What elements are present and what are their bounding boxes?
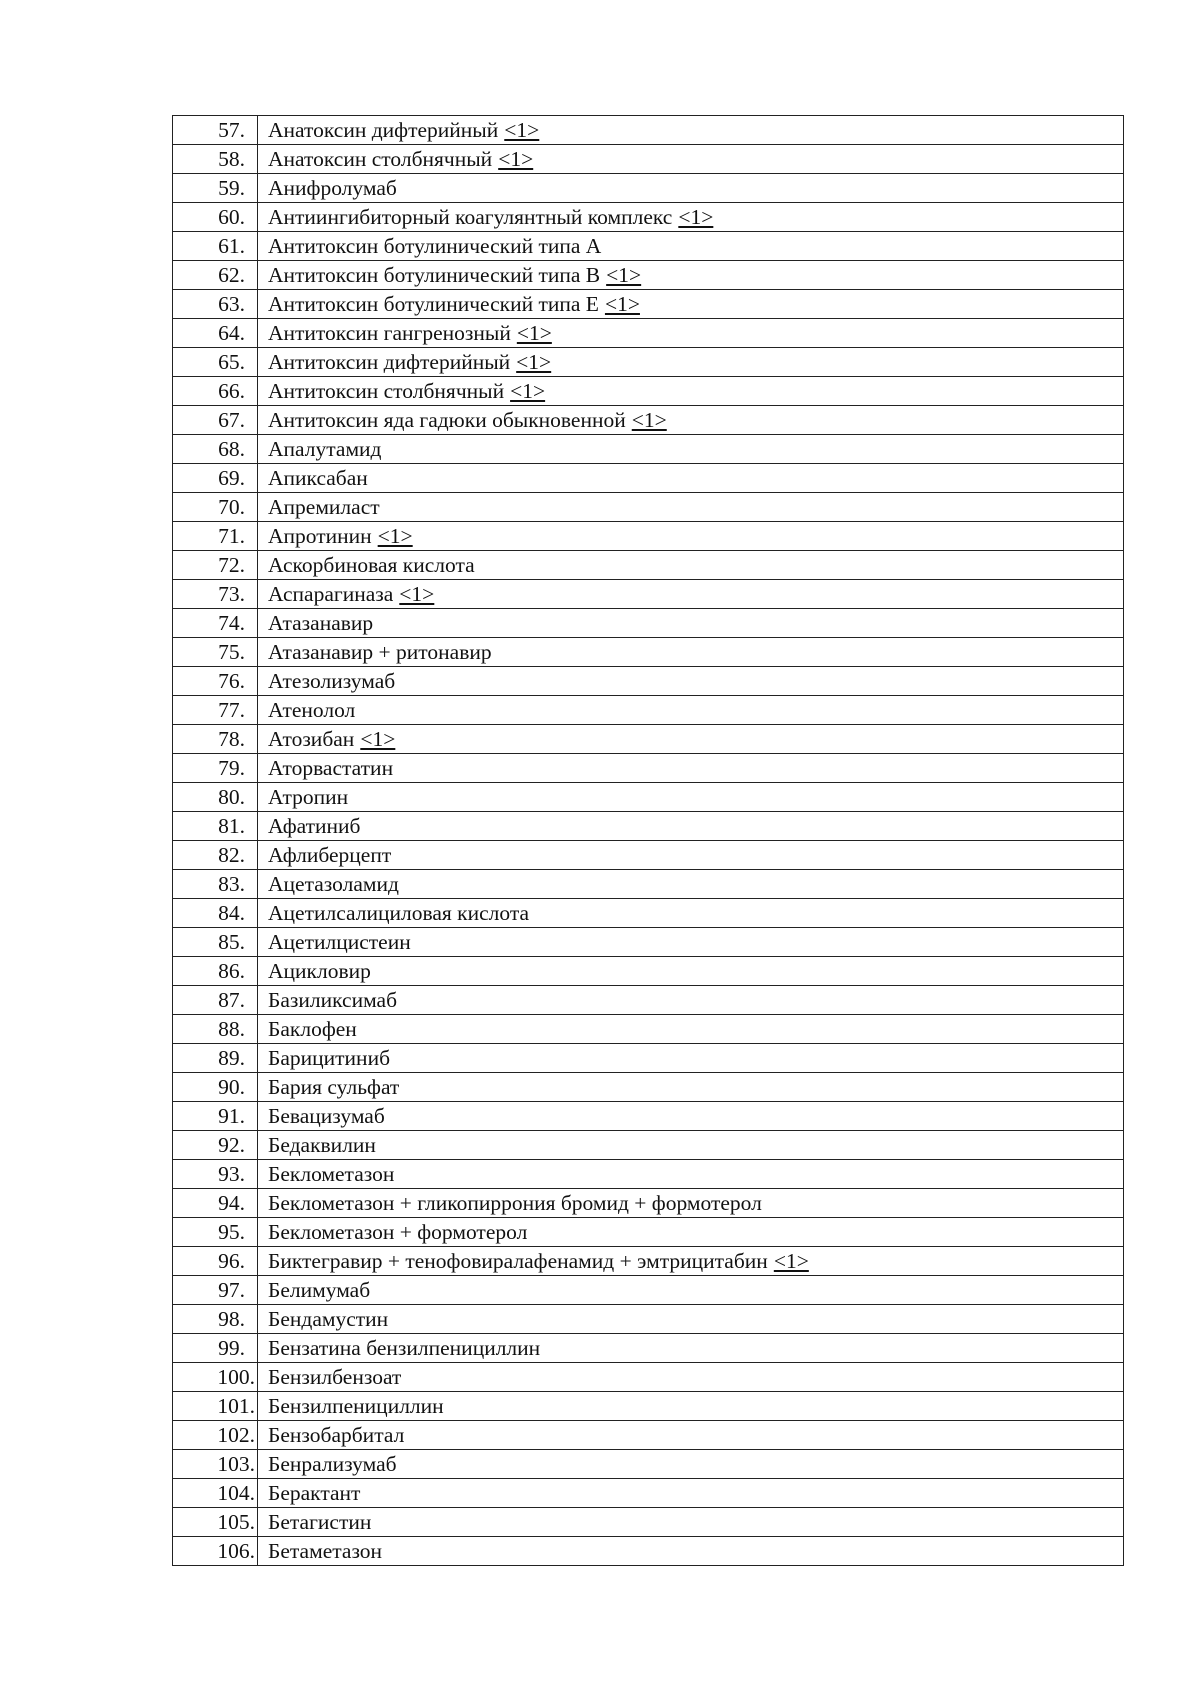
table-row <box>173 1305 1124 1334</box>
drug-name: Апиксабан <box>268 466 368 490</box>
row-number: 60. <box>173 203 258 232</box>
table-row <box>173 609 1124 638</box>
table-row <box>173 1102 1124 1131</box>
row-number: 78. <box>173 725 258 754</box>
drug-name: Бевацизумаб <box>268 1104 385 1128</box>
row-number: 75. <box>173 638 258 667</box>
table-row <box>173 116 1124 145</box>
drug-name: Биктегравир + тенофовиралафенамид + эмтрицитабин <box>268 1249 768 1273</box>
drug-name-cell <box>258 928 1124 957</box>
table-row <box>173 1247 1124 1276</box>
drug-name-cell <box>258 1508 1124 1537</box>
footnote-link[interactable]: <1> <box>399 582 435 606</box>
row-number: 99. <box>173 1334 258 1363</box>
row-number: 65. <box>173 348 258 377</box>
drug-name-cell <box>258 1450 1124 1479</box>
drug-name: Атозибан <box>268 727 355 751</box>
table-row <box>173 1421 1124 1450</box>
row-number: 86. <box>173 957 258 986</box>
drug-name-cell <box>258 406 1124 435</box>
row-number: 103. <box>173 1450 258 1479</box>
table-row <box>173 1218 1124 1247</box>
drug-name-cell <box>258 986 1124 1015</box>
drug-name: Бензилбензоат <box>268 1365 402 1389</box>
table-row <box>173 812 1124 841</box>
drug-name-cell <box>258 1044 1124 1073</box>
row-number: 83. <box>173 870 258 899</box>
footnote-link[interactable]: <1> <box>360 727 396 751</box>
drug-name-cell <box>258 1392 1124 1421</box>
row-number: 97. <box>173 1276 258 1305</box>
table-row <box>173 1363 1124 1392</box>
drug-name: Бетагистин <box>268 1510 372 1534</box>
drug-name-cell <box>258 464 1124 493</box>
drug-name: Атазанавир + ритонавир <box>268 640 492 664</box>
table-row <box>173 522 1124 551</box>
drug-name: Беклометазон + гликопиррония бромид + формотерол <box>268 1191 762 1215</box>
row-number: 58. <box>173 145 258 174</box>
row-number: 73. <box>173 580 258 609</box>
table-row <box>173 1160 1124 1189</box>
drug-name-cell <box>258 1218 1124 1247</box>
drug-name: Атенолол <box>268 698 356 722</box>
drug-name: Антиингибиторный коагулянтный комплекс <box>268 205 673 229</box>
drug-name-cell <box>258 580 1124 609</box>
table-row <box>173 725 1124 754</box>
table-row <box>173 1189 1124 1218</box>
drug-name-cell <box>258 841 1124 870</box>
row-number: 57. <box>173 116 258 145</box>
drug-name-cell <box>258 1189 1124 1218</box>
table-row <box>173 899 1124 928</box>
drug-name: Бензатина бензилпенициллин <box>268 1336 541 1360</box>
drug-name-cell <box>258 696 1124 725</box>
drug-list-table <box>172 115 1124 1566</box>
row-number: 90. <box>173 1073 258 1102</box>
table-row <box>173 1276 1124 1305</box>
drug-name: Антитоксин ботулинический типа E <box>268 292 599 316</box>
drug-name-cell <box>258 1305 1124 1334</box>
drug-name: Ацетилсалициловая кислота <box>268 901 530 925</box>
footnote-link[interactable]: <1> <box>510 379 546 403</box>
drug-name-cell <box>258 232 1124 261</box>
footnote-link[interactable]: <1> <box>606 263 642 287</box>
drug-name: Антитоксин яда гадюки обыкновенной <box>268 408 626 432</box>
drug-name: Атезолизумаб <box>268 669 396 693</box>
drug-name-cell <box>258 377 1124 406</box>
table-row <box>173 377 1124 406</box>
drug-name: Антитоксин ботулинический типа A <box>268 234 602 258</box>
drug-name: Ацетазоламид <box>268 872 399 896</box>
drug-name: Аторвастатин <box>268 756 394 780</box>
drug-name: Беклометазон + формотерол <box>268 1220 528 1244</box>
drug-name: Бендамустин <box>268 1307 389 1331</box>
footnote-link[interactable]: <1> <box>516 350 552 374</box>
footnote-link[interactable]: <1> <box>773 1249 809 1273</box>
row-number: 95. <box>173 1218 258 1247</box>
drug-name: Апремиласт <box>268 495 380 519</box>
drug-name-cell <box>258 1537 1124 1566</box>
drug-name: Атропин <box>268 785 349 809</box>
row-number: 63. <box>173 290 258 319</box>
drug-name-cell <box>258 435 1124 464</box>
table-row <box>173 145 1124 174</box>
drug-name-cell <box>258 1247 1124 1276</box>
row-number: 87. <box>173 986 258 1015</box>
drug-name-cell <box>258 145 1124 174</box>
drug-name-cell <box>258 1015 1124 1044</box>
drug-name-cell <box>258 1073 1124 1102</box>
table-row <box>173 1015 1124 1044</box>
table-row <box>173 1450 1124 1479</box>
row-number: 85. <box>173 928 258 957</box>
drug-name: Беклометазон <box>268 1162 395 1186</box>
table-row <box>173 464 1124 493</box>
table-row <box>173 1044 1124 1073</box>
drug-name: Антитоксин ботулинический типа B <box>268 263 601 287</box>
drug-name-cell <box>258 957 1124 986</box>
drug-name-cell <box>258 551 1124 580</box>
drug-name: Апалутамид <box>268 437 382 461</box>
footnote-link[interactable]: <1> <box>504 118 540 142</box>
row-number: 81. <box>173 812 258 841</box>
drug-name: Бенрализумаб <box>268 1452 397 1476</box>
drug-name-cell <box>258 203 1124 232</box>
row-number: 62. <box>173 261 258 290</box>
row-number: 96. <box>173 1247 258 1276</box>
table-row <box>173 1392 1124 1421</box>
drug-name: Базиликсимаб <box>268 988 398 1012</box>
row-number: 67. <box>173 406 258 435</box>
table-row <box>173 1508 1124 1537</box>
row-number: 71. <box>173 522 258 551</box>
table-row <box>173 928 1124 957</box>
table-row <box>173 783 1124 812</box>
drug-name: Апротинин <box>268 524 372 548</box>
drug-name: Бария сульфат <box>268 1075 400 1099</box>
drug-name: Барицитиниб <box>268 1046 391 1070</box>
row-number: 82. <box>173 841 258 870</box>
drug-name: Аскорбиновая кислота <box>268 553 475 577</box>
drug-name: Берактант <box>268 1481 361 1505</box>
drug-name: Бензилпенициллин <box>268 1394 444 1418</box>
table-row <box>173 841 1124 870</box>
drug-name: Афатиниб <box>268 814 361 838</box>
drug-name-cell <box>258 667 1124 696</box>
table-row <box>173 1073 1124 1102</box>
footnote-link[interactable]: <1> <box>678 205 714 229</box>
drug-name: Афлиберцепт <box>268 843 392 867</box>
drug-name: Ацикловир <box>268 959 371 983</box>
table-row <box>173 957 1124 986</box>
row-number: 70. <box>173 493 258 522</box>
drug-name-cell <box>258 1334 1124 1363</box>
table-row <box>173 551 1124 580</box>
drug-list-body <box>173 116 1124 1566</box>
table-row <box>173 493 1124 522</box>
drug-name: Анатоксин столбнячный <box>268 147 493 171</box>
drug-name-cell <box>258 812 1124 841</box>
row-number: 66. <box>173 377 258 406</box>
drug-name-cell <box>258 261 1124 290</box>
drug-name-cell <box>258 290 1124 319</box>
row-number: 77. <box>173 696 258 725</box>
row-number: 100. <box>173 1363 258 1392</box>
drug-name-cell <box>258 1276 1124 1305</box>
drug-name-cell <box>258 638 1124 667</box>
row-number: 94. <box>173 1189 258 1218</box>
drug-name: Бензобарбитал <box>268 1423 405 1447</box>
drug-name-cell <box>258 522 1124 551</box>
table-row <box>173 203 1124 232</box>
table-row <box>173 1537 1124 1566</box>
drug-name: Атазанавир <box>268 611 374 635</box>
row-number: 72. <box>173 551 258 580</box>
drug-name: Антитоксин дифтерийный <box>268 350 511 374</box>
table-row <box>173 1334 1124 1363</box>
drug-name-cell <box>258 1131 1124 1160</box>
table-row <box>173 232 1124 261</box>
row-number: 98. <box>173 1305 258 1334</box>
table-row <box>173 290 1124 319</box>
drug-name-cell <box>258 870 1124 899</box>
row-number: 69. <box>173 464 258 493</box>
row-number: 59. <box>173 174 258 203</box>
drug-name: Бедаквилин <box>268 1133 376 1157</box>
drug-name: Антитоксин столбнячный <box>268 379 505 403</box>
drug-name-cell <box>258 116 1124 145</box>
drug-name: Анатоксин дифтерийный <box>268 118 499 142</box>
table-row <box>173 435 1124 464</box>
row-number: 84. <box>173 899 258 928</box>
drug-name-cell <box>258 348 1124 377</box>
drug-name: Белимумаб <box>268 1278 371 1302</box>
drug-name-cell <box>258 1160 1124 1189</box>
drug-name-cell <box>258 899 1124 928</box>
table-row <box>173 319 1124 348</box>
table-row <box>173 174 1124 203</box>
table-row <box>173 870 1124 899</box>
drug-name-cell <box>258 1102 1124 1131</box>
drug-name-cell <box>258 174 1124 203</box>
table-row <box>173 580 1124 609</box>
table-row <box>173 754 1124 783</box>
row-number: 104. <box>173 1479 258 1508</box>
table-row <box>173 667 1124 696</box>
table-row <box>173 406 1124 435</box>
row-number: 105. <box>173 1508 258 1537</box>
table-row <box>173 986 1124 1015</box>
row-number: 64. <box>173 319 258 348</box>
drug-name: Анифролумаб <box>268 176 397 200</box>
row-number: 92. <box>173 1131 258 1160</box>
drug-name-cell <box>258 609 1124 638</box>
drug-name-cell <box>258 783 1124 812</box>
drug-name: Антитоксин гангренозный <box>268 321 511 345</box>
drug-name: Баклофен <box>268 1017 357 1041</box>
row-number: 93. <box>173 1160 258 1189</box>
table-row <box>173 1131 1124 1160</box>
row-number: 102. <box>173 1421 258 1450</box>
row-number: 89. <box>173 1044 258 1073</box>
footnote-link[interactable]: <1> <box>498 147 534 171</box>
table-row <box>173 696 1124 725</box>
table-row <box>173 638 1124 667</box>
footnote-link[interactable]: <1> <box>631 408 667 432</box>
row-number: 68. <box>173 435 258 464</box>
drug-name-cell <box>258 754 1124 783</box>
row-number: 80. <box>173 783 258 812</box>
row-number: 88. <box>173 1015 258 1044</box>
row-number: 76. <box>173 667 258 696</box>
drug-name-cell <box>258 725 1124 754</box>
footnote-link[interactable]: <1> <box>516 321 552 345</box>
drug-name: Аспарагиназа <box>268 582 394 606</box>
table-row <box>173 261 1124 290</box>
footnote-link[interactable]: <1> <box>604 292 640 316</box>
row-number: 91. <box>173 1102 258 1131</box>
row-number: 61. <box>173 232 258 261</box>
row-number: 101. <box>173 1392 258 1421</box>
drug-name-cell <box>258 319 1124 348</box>
table-row <box>173 1479 1124 1508</box>
drug-name: Ацетилцистеин <box>268 930 411 954</box>
footnote-link[interactable]: <1> <box>377 524 413 548</box>
drug-name-cell <box>258 1421 1124 1450</box>
drug-name-cell <box>258 1479 1124 1508</box>
row-number: 106. <box>173 1537 258 1566</box>
drug-name: Бетаметазон <box>268 1539 383 1563</box>
drug-name-cell <box>258 1363 1124 1392</box>
row-number: 79. <box>173 754 258 783</box>
table-row <box>173 348 1124 377</box>
row-number: 74. <box>173 609 258 638</box>
drug-name-cell <box>258 493 1124 522</box>
